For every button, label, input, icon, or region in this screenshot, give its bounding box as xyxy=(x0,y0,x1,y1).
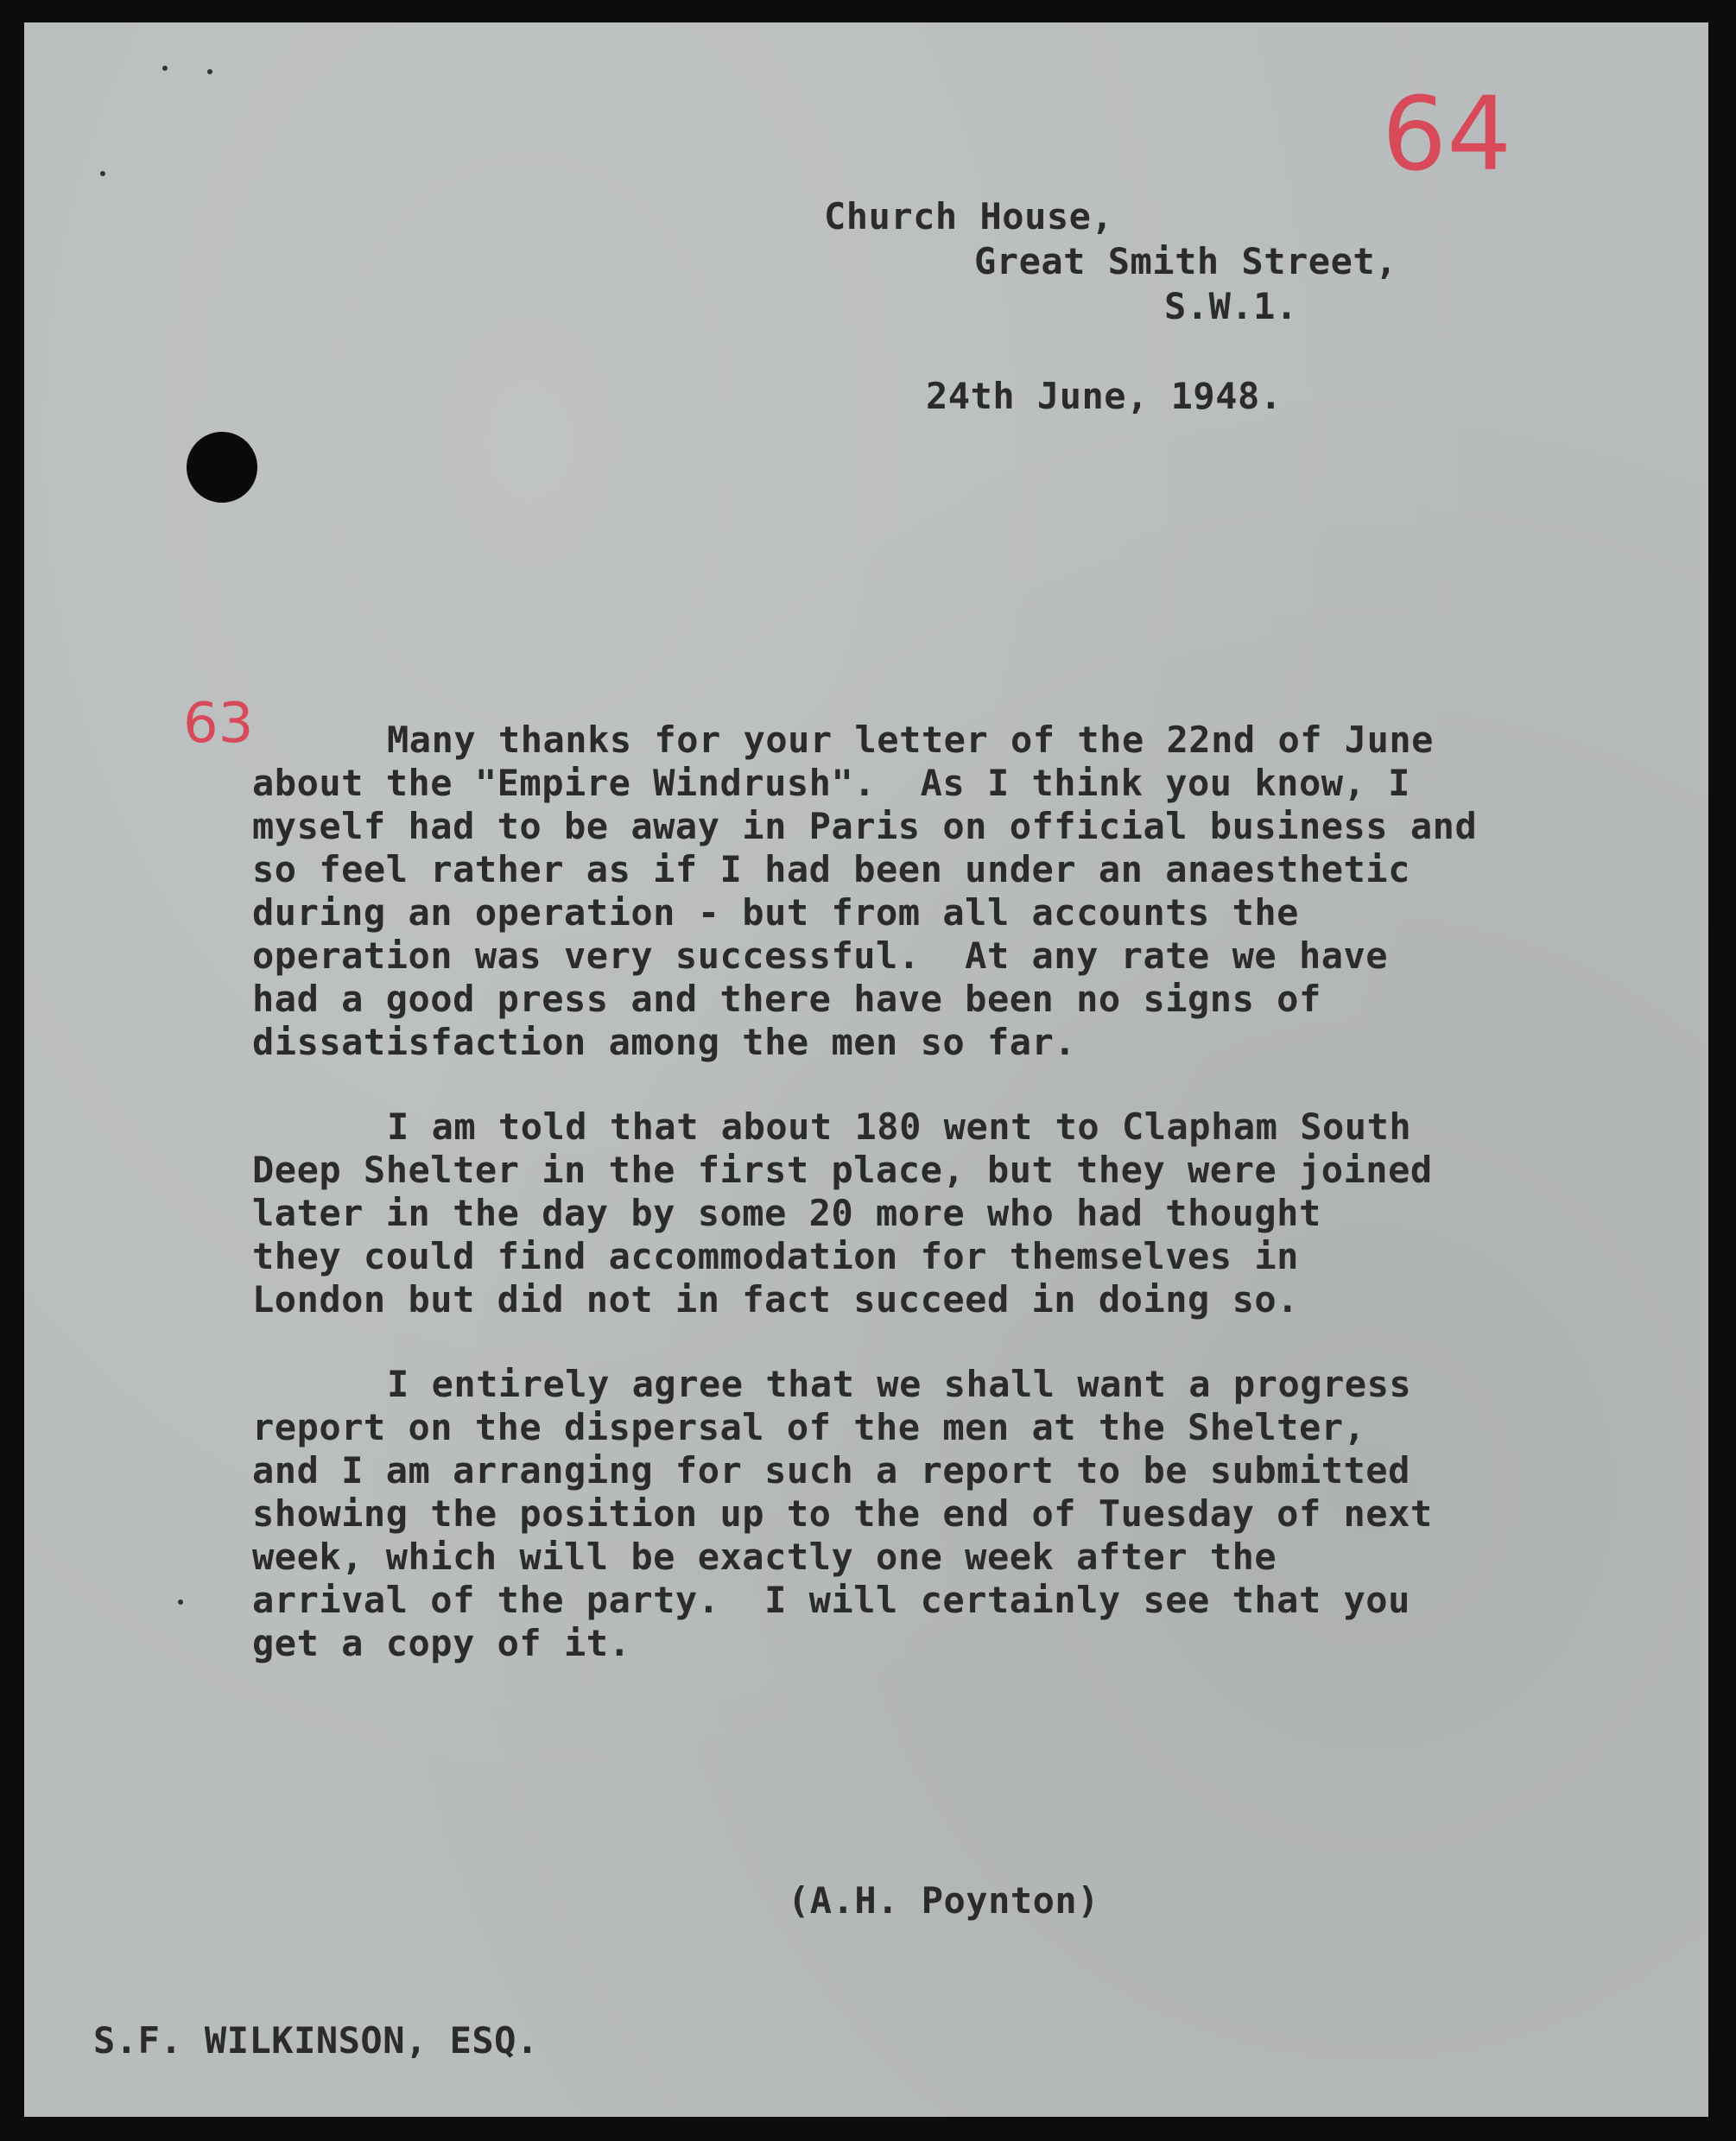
body-line: operation was very successful. At any rate we have xyxy=(252,934,1389,977)
body-line: showing the position up to the end of Tuesday of next xyxy=(252,1492,1433,1535)
folio-number: 64 xyxy=(1382,74,1512,193)
body-line: I entirely agree that we shall want a progress xyxy=(387,1363,1412,1405)
letter-date: 24th June, 1948. xyxy=(926,375,1283,417)
body-line: and I am arranging for such a report to be submitted xyxy=(252,1449,1410,1492)
body-line: report on the dispersal of the men at the Shelter, xyxy=(252,1406,1366,1448)
body-line: they could find accommodation for themselves in xyxy=(252,1235,1299,1277)
body-line: I am told that about 180 went to Clapham South xyxy=(387,1105,1412,1148)
body-line: London but did not in fact succeed in doing so. xyxy=(252,1278,1299,1321)
body-line: Deep Shelter in the first place, but they were joined xyxy=(252,1149,1433,1191)
addressee: S.F. WILKINSON, ESQ. xyxy=(93,2019,539,2062)
signature-block: (A.H. Poynton) xyxy=(788,1879,1100,1922)
body-line: had a good press and there have been no signs of xyxy=(252,978,1321,1020)
punch-hole xyxy=(187,432,257,503)
letter-page xyxy=(24,22,1708,2117)
body-line: later in the day by some 20 more who had thought xyxy=(252,1192,1321,1234)
paper-speck xyxy=(100,171,105,176)
paragraph-reference: 63 xyxy=(183,692,254,756)
body-line: get a copy of it. xyxy=(252,1622,631,1664)
body-line: so feel rather as if I had been under an anaesthetic xyxy=(252,848,1410,890)
address-line-3: S.W.1. xyxy=(1164,285,1298,327)
body-line: Many thanks for your letter of the 22nd of June xyxy=(387,719,1434,761)
body-line: arrival of the party. I will certainly see that you xyxy=(252,1579,1410,1621)
address-line-2: Great Smith Street, xyxy=(974,240,1397,282)
paper-speck xyxy=(207,69,212,74)
body-line: myself had to be away in Paris on official business and xyxy=(252,805,1478,847)
address-line-1: Church House, xyxy=(824,195,1114,238)
body-line: about the "Empire Windrush". As I think you know, I xyxy=(252,762,1410,804)
body-line: week, which will be exactly one week after the xyxy=(252,1536,1277,1578)
paper-speck xyxy=(162,66,168,71)
body-line: dissatisfaction among the men so far. xyxy=(252,1021,1077,1063)
body-line: during an operation - but from all accounts the xyxy=(252,891,1299,934)
paper-speck xyxy=(178,1599,183,1605)
